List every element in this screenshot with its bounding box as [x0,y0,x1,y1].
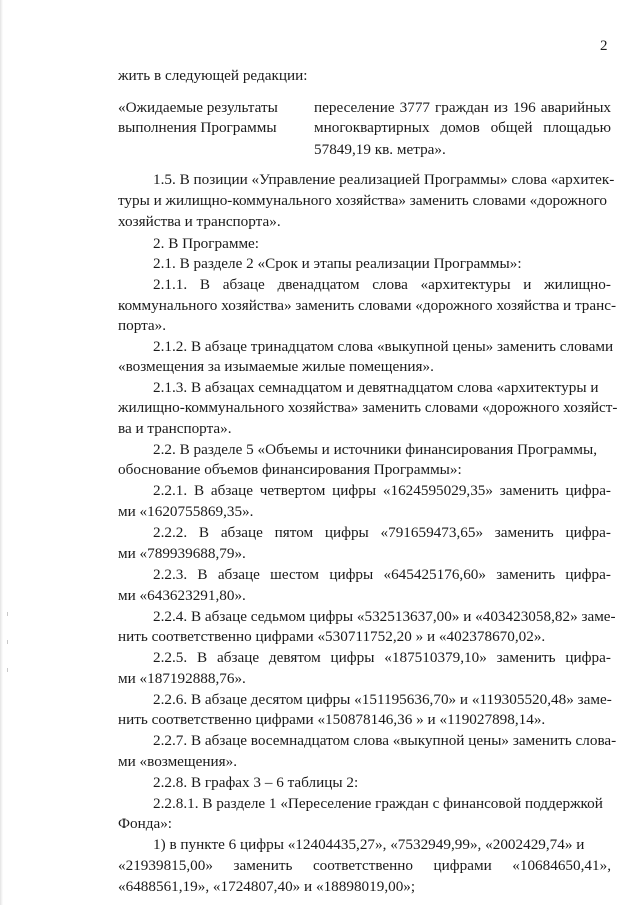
justified-line [153,483,611,498]
text-line: жилищно-коммунального хозяйства» заменить словами «дорожного хозяйст- [118,399,618,416]
word: 57849,19 кв. метра». [314,141,446,158]
text-line: порта». [118,317,167,334]
justified-line [153,567,611,582]
word: «1624595029,35» [382,482,493,499]
text-line: ми «1620755869,35». [118,503,254,520]
word: из [493,99,508,116]
word: «архитектуры [420,276,511,293]
word: и [523,276,532,293]
justified-line [153,650,611,665]
scan-mark [7,640,8,644]
text-line: нить соответственно цифрами «150878146,36 » и «119027898,14». [118,711,546,728]
word: переселение [314,99,395,116]
justified-line [314,100,611,115]
text-line: выполнения Программы [118,119,277,136]
word: жилищно- [544,276,611,293]
word: площадью [543,119,611,136]
word: цифры [330,649,375,666]
word: граждан [435,99,489,116]
text-line: 2.1.3. В абзацах семнадцатом и девятнадцатом слова «архитектуры и [153,379,599,396]
word: заменить [499,482,559,499]
justified-line [314,141,446,158]
word: 2.2.5. [153,649,188,666]
text-line: туры и жилищно-коммунального хозяйства» заменить словами «дорожного [118,192,608,209]
text-line: нить соответственно цифрами «530711752,20 » и «402378670,02». [118,628,546,645]
word: «10684650,41», [512,857,611,874]
text-line: 1) в пункте 6 цифры «12404435,27», «7532949,99», «2002429,74» и [153,836,585,853]
justified-line [153,277,611,292]
text-line: ми «643623291,80». [118,587,246,604]
word: заменить [496,566,556,583]
text-line: 2.2.8.1. В разделе 1 «Переселение граждан с финансовой поддержкой [153,795,603,812]
text-line: «возмещения за изымаемые жилые помещения». [118,358,434,375]
justified-line [314,120,611,135]
word: «21939815,00» [118,857,213,874]
word: В [197,649,208,666]
word: четвертом [259,482,326,499]
word: общей [490,119,533,136]
word: цифры [324,524,369,541]
word: абзаце [217,649,260,666]
word: пятом [274,524,314,541]
word: 2.2.3. [153,566,188,583]
word: цифрами [433,857,492,874]
text-line: 2.1. В разделе 2 «Срок и этапы реализации Программы»: [153,255,522,272]
text-line: жить в следующей редакции: [118,67,308,84]
word: «791659473,65» [380,524,484,541]
text-line: 2.2. В разделе 5 «Объемы и источники финансирования Программы, [153,441,597,458]
word: цифра- [565,482,611,499]
justified-line [153,525,611,540]
word: абзаце [217,566,260,583]
word: «187510379,10» [384,649,487,666]
text-line: обоснование объемов финансирования Программы»: [118,461,462,478]
text-line: Фонда»: [118,815,173,832]
word: заменить [494,524,554,541]
text-line: ва и транспорта». [118,420,232,437]
word: «645425176,60» [383,566,486,583]
text-line: «6488561,19», «1724807,40» и «18898019,00»; [118,878,416,895]
word: цифры [332,482,377,499]
page-number: 2 [600,38,608,54]
scan-mark [7,668,8,672]
word: цифра- [565,566,611,583]
word: домов [440,119,480,136]
text-line: коммунального хозяйства» заменить словами «дорожного хозяйства и транс- [118,297,617,314]
word: заменить [496,649,556,666]
word: аварийных [540,99,611,116]
word: абзаце [210,482,253,499]
text-line: 2.1.2. В абзаце тринадцатом слова «выкупной цены» заменить словами [153,338,614,355]
text-line: 2.2.7. В абзаце восемнадцатом слова «выкупной цены» заменить слова- [153,732,617,749]
word: девятом [268,649,321,666]
text-line: «Ожидаемые результаты [118,99,278,116]
word: заменить [233,857,293,874]
word: 2.2.2. [153,524,188,541]
word: шестом [270,566,320,583]
word: 2.1.1. [153,276,188,293]
word: В [193,482,205,499]
word: многоквартирных [314,119,430,136]
word: В [198,524,210,541]
word: абзаце [222,276,265,293]
word: В [199,276,211,293]
text-line: 1.5. В позиции «Управление реализацией Программы» слова «архитек- [153,171,615,188]
text-line: 2. В Программе: [153,235,260,252]
word: цифра- [565,649,611,666]
text-line: 2.2.6. В абзаце десятом цифры «151195636,70» и «119305520,48» заме- [153,691,612,708]
word: цифры [329,566,374,583]
word: абзаце [220,524,263,541]
word: слова [372,276,408,293]
word: цифра- [565,524,611,541]
word: В [197,566,208,583]
word: 196 [512,99,536,116]
scan-edge-shadow [0,0,3,905]
justified-line [118,858,611,873]
text-line: 2.2.4. В абзаце седьмом цифры «532513637,00» и «403423058,82» заме- [153,608,616,625]
word: двенадцатом [277,276,360,293]
word: соответственно [312,857,413,874]
text-line: 2.2.8. В графах 3 – 6 таблицы 2: [153,774,359,791]
text-line: ми «187192888,76». [118,670,246,687]
scan-mark [7,612,8,616]
text-line: хозяйства и транспорта». [118,213,281,230]
word: 2.2.1. [153,482,188,499]
word: 3777 [399,99,430,116]
text-line: ми «возмещения». [118,753,237,770]
text-line: ми «789939688,79». [118,545,246,562]
